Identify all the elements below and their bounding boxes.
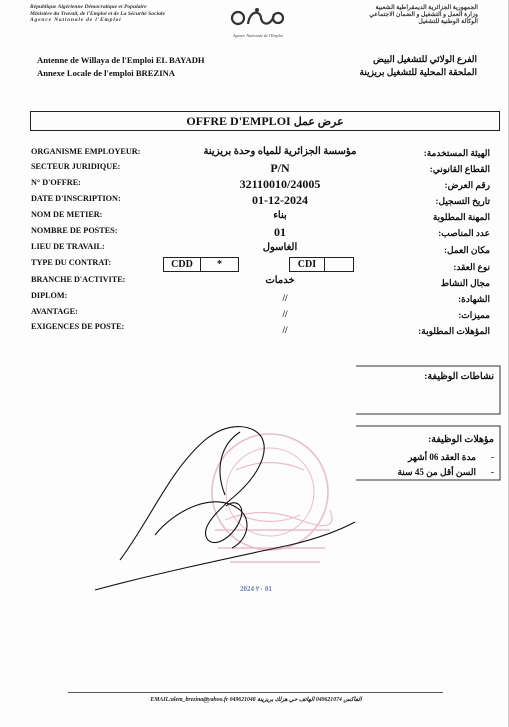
field-ar-exigences: المؤهلات المطلوبة: (418, 326, 490, 336)
qualification-dash: - (491, 467, 494, 477)
field-label-exigences: EXIGENCES DE POSTE: (31, 322, 125, 331)
field-value-avantage: // (282, 309, 288, 319)
field-label-avantage: AVANTAGE: (31, 307, 78, 316)
antenne-arabic (360, 53, 477, 79)
footer-divider (68, 692, 443, 693)
header-french (30, 4, 230, 24)
antenne-fr-line1: Antenne de Willaya de l'Emploi EL BAYADH (37, 55, 205, 65)
contract-cdi-label: CDI (290, 258, 325, 271)
qualifications-title: مؤهلات الوظيفة: (428, 435, 494, 445)
field-value-organisme: مؤسسة الجزائرية للمياه وحدة بريزينة (203, 146, 357, 157)
field-value-secteur: P/N (270, 161, 290, 175)
field-ar-avantage: مميزات: (458, 310, 490, 320)
field-ar-postes: عدد المناصب: (438, 228, 490, 238)
field-label-offre: N° D'OFFRE: (31, 178, 81, 187)
antenne-ar-line1: الفرع الولائي للتشغيل البيض (373, 54, 477, 64)
field-ar-date: تاريخ التسجيل: (435, 196, 490, 206)
field-label-diplom: DIPLOM: (31, 291, 68, 300)
field-ar-organisme: الهيئة المستخدمة: (423, 148, 490, 158)
stamp-date: 2024 ٢٠ 01 (240, 585, 273, 593)
header-ar-line: الجمهورية الجزائرية الديمقراطية الشعبية (375, 4, 478, 11)
field-value-date: 01-12-2024 (252, 193, 308, 207)
field-value-exigences: // (282, 325, 288, 335)
qualification-item: السن أقل من 45 سنة (397, 467, 476, 477)
antenne-ar-line2: الملحقة المحلية للتشغيل بريزينة (359, 67, 477, 77)
field-value-diplom: // (282, 293, 288, 303)
field-label-metier: NOM DE METIER: (31, 210, 103, 219)
field-ar-offre: رقم العرض: (444, 180, 490, 190)
qualification-dash: - (491, 452, 494, 462)
contract-cdd-mark: * (217, 259, 222, 270)
contract-cdi-mark (325, 258, 353, 271)
field-label-lieu: LIEU DE TRAVAIL: (31, 242, 105, 251)
header-fr-line: Agence Nationale de l'Emploi (30, 17, 122, 24)
field-value-offre: 32110010/24005 (239, 177, 321, 191)
field-ar-lieu: مكان العمل: (444, 245, 490, 255)
field-label-secteur: SECTEUR JURIDIQUE: (31, 162, 121, 171)
field-label-organisme: ORGANISME EMPLOYEUR: (31, 147, 141, 156)
field-value-postes: 01 (274, 225, 286, 239)
antenne-fr-line2: Annexe Locale de l'emploi BREZINA (37, 68, 175, 78)
contract-cdd-label: CDD (164, 258, 201, 271)
field-value-branche: خدمات (265, 275, 295, 286)
field-ar-contrat: نوع العقد: (453, 262, 490, 272)
logo-caption: Agence Nationale de l'Emploi (232, 33, 284, 38)
header-fr-line: Ministère du Travail, de l'Emploi et de La Sécurité Sociale (30, 10, 165, 17)
footer-contact: EMAIL:alem_brezina@yahoo.fr 049621048 الفاكس 049621074 الهاتف حي هزلك بريزينة (150, 697, 362, 703)
field-ar-branche: مجال النشاط (440, 278, 490, 288)
field-value-metier: بناء (273, 210, 287, 221)
field-ar-metier: المهنة المطلوبة (432, 212, 490, 222)
header-ar-line: الوكالة الوطنية للتشغيل (418, 18, 478, 25)
field-label-contrat: TYPE DU CONTRAT: (31, 258, 112, 267)
official-stamp-icon (212, 434, 332, 562)
offer-title (30, 111, 500, 131)
field-label-postes: NOMBRE DE POSTES: (31, 226, 118, 235)
title-fr: OFFRE D'EMPLOI (186, 114, 291, 128)
activities-title: نشاطات الوظيفة: (424, 372, 494, 382)
contract-cdd-box (163, 257, 239, 272)
antenne-french (37, 54, 205, 80)
contract-cdi-box (289, 257, 354, 272)
header-fr-line: République Algérienne Démocratique et Populaire (30, 4, 147, 10)
field-label-date: DATE D'INSCRIPTION: (31, 194, 121, 203)
header-arabic (268, 4, 478, 25)
field-ar-diplom: الشهادة: (458, 294, 490, 304)
field-ar-secteur: القطاع القانوني: (429, 164, 490, 174)
header-ar-line: وزارة العمل و التشغيل و الضمان الاجتماعي (369, 11, 478, 18)
field-value-lieu: الغاسول (262, 242, 298, 253)
qualification-item: مدة العقد 06 أشهر (407, 452, 476, 462)
title-ar: عرض عمل (293, 116, 344, 128)
signature-icon (95, 427, 355, 590)
field-label-branche: BRANCHE D'ACTIVITE: (31, 275, 126, 284)
